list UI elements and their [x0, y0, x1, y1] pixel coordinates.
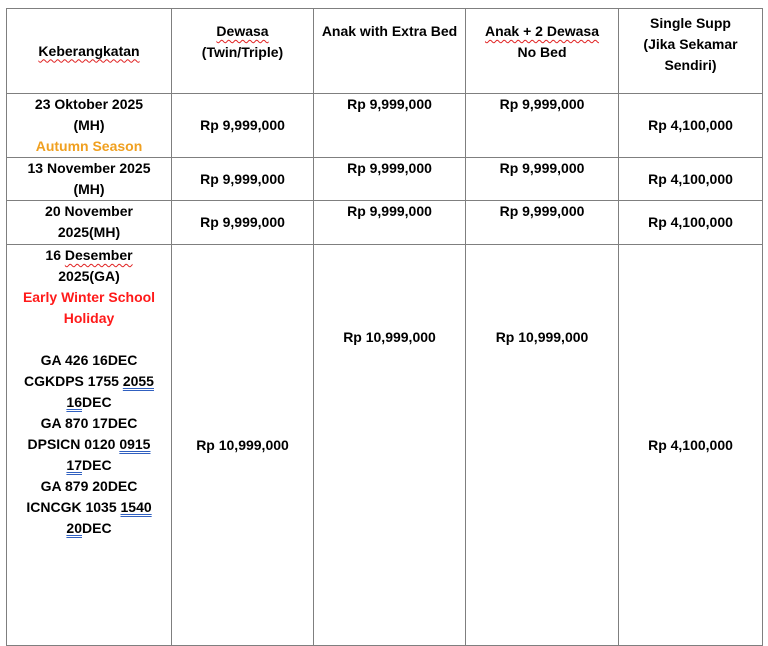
table-row: [7, 245, 763, 646]
extra-bed-price: Rp 9,999,000: [314, 201, 466, 245]
header-departure: Keberangkatan: [7, 9, 172, 94]
flight-line: GA 879 20DEC: [40, 478, 138, 494]
no-bed-price: Rp 9,999,000: [466, 158, 619, 201]
single-supp-price: Rp 4,100,000: [619, 158, 763, 201]
header-child-extra-bed: Anak with Extra Bed: [314, 9, 466, 94]
single-supp-price: Rp 4,100,000: [619, 245, 763, 646]
single-supp-price: Rp 4,100,000: [619, 201, 763, 245]
extra-bed-price: Rp 9,999,000: [314, 158, 466, 201]
adult-price: Rp 9,999,000: [172, 158, 314, 201]
table-row: [7, 94, 763, 158]
header-adult: Dewasa (Twin/Triple): [172, 9, 314, 94]
departure-cell: 16 Desember 2025(GA) Early Winter School Holiday GA 426 16DEC CGKDPS 1755 2055 16DEC GA 870 17DEC DPSICN 0120 0915 17DEC GA 879 20DEC ICNCGK 1035 1540 20DEC: [7, 245, 172, 646]
no-bed-price: Rp 9,999,000: [466, 94, 619, 158]
departure-cell: 13 November 2025 (MH): [7, 158, 172, 201]
table-row: [7, 158, 763, 201]
season-label: Early Winter School: [22, 289, 156, 305]
adult-price: Rp 9,999,000: [172, 94, 314, 158]
single-supp-price: Rp 4,100,000: [619, 94, 763, 158]
flight-line: GA 426 16DEC: [40, 352, 138, 368]
extra-bed-price: Rp 9,999,000: [314, 94, 466, 158]
departure-cell: 20 November 2025(MH): [7, 201, 172, 245]
adult-price: Rp 10,999,000: [172, 245, 314, 646]
departure-cell: 23 Oktober 2025 (MH) Autumn Season: [7, 94, 172, 158]
flight-line: GA 870 17DEC: [40, 415, 138, 431]
extra-bed-price: Rp 10,999,000: [314, 245, 466, 646]
season-label: Autumn Season: [35, 138, 143, 154]
header-row: [7, 9, 763, 94]
header-single-supp: Single Supp (Jika Sekamar Sendiri): [619, 9, 763, 94]
no-bed-price: Rp 10,999,000: [466, 245, 619, 646]
season-label: Holiday: [63, 310, 115, 326]
no-bed-price: Rp 9,999,000: [466, 201, 619, 245]
price-table: [6, 8, 763, 646]
header-child-no-bed: Anak + 2 Dewasa No Bed: [466, 9, 619, 94]
adult-price: Rp 9,999,000: [172, 201, 314, 245]
table-row: [7, 201, 763, 245]
